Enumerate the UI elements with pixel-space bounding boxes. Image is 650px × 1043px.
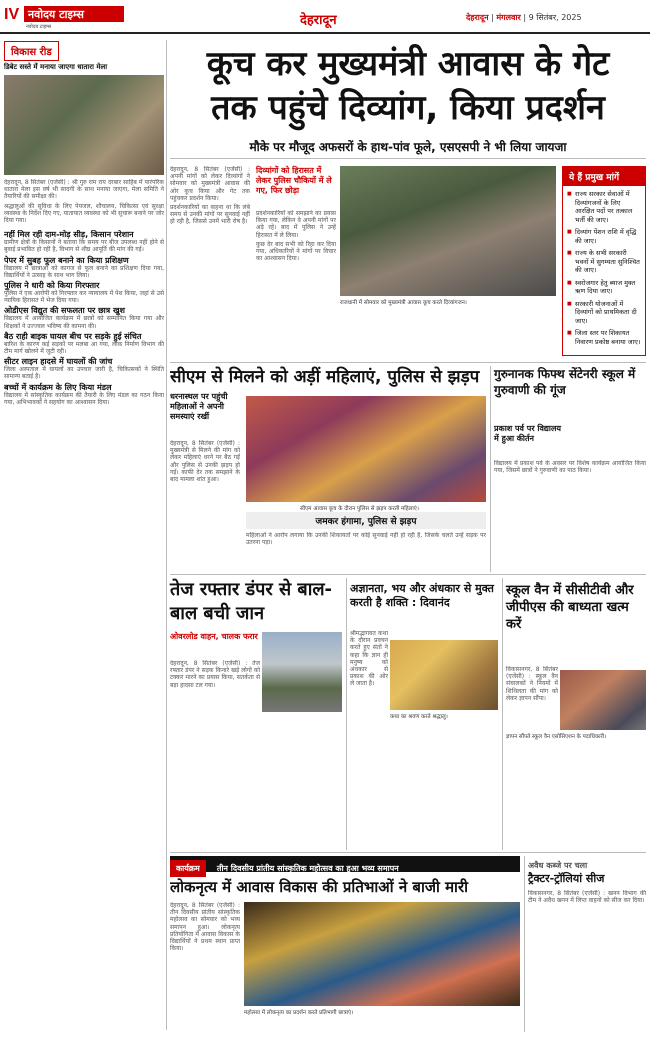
demands-list <box>563 186 645 354</box>
cm-women-headline: सीएम से मिलने को अड़ीं महिलाएं, पुलिस से झड़प <box>170 367 480 387</box>
left-story-headline-3: पुलिस ने धारी को किया गिरफ्तार <box>4 281 100 291</box>
demand-item-4: ■ स्वरोजगार हेतु ब्याज मुक्त ऋण दिया जाए। <box>567 279 641 296</box>
left-column-tag: विकास रीड <box>4 41 59 61</box>
dateline-city: देहरादून <box>466 13 489 22</box>
lead-body-col1 <box>170 166 250 356</box>
logo-tagline: नवोदय टाइम्स <box>26 24 52 30</box>
cm-women-body <box>170 440 240 560</box>
event-band-text: तीन दिवसीय प्रांतीय सांस्कृतिक महोत्सव का हुआ भव्य समापन <box>216 864 399 873</box>
demand-item-2: ■ दिव्यांग पेंशन राशि में वृद्धि की जाए। <box>567 228 641 245</box>
lead-body-col3 <box>256 210 336 360</box>
lead-headline-line2: तक पहुंचे दिव्यांग, किया प्रदर्शन <box>211 88 605 128</box>
dance-body-text: देहरादून, 8 सितंबर (एजेंसी) : तीन दिवसीय प्रांतीय सांस्कृतिक महोत्सव का सोमवार को भव्य समापन हुआ। लोकनृत्य प्रतियोगिता में आवास विकास के विद्यार्थियों ने प्रथम स्थान प्राप्त किया। <box>170 902 240 953</box>
left-story-body-1: ग्रामीण क्षेत्रों के किसानों ने बताया कि समय पर बीज उपलब्ध नहीं होने से बुवाई प्रभावित हो रही है, विभाग से शीघ्र आपूर्ति की मांग की गई। <box>4 239 164 254</box>
page-number: IV <box>4 6 20 23</box>
dateline: देहरादून | मंगलवार | 9 सितंबर, 2025 <box>466 13 582 22</box>
right-bottom-body-text: विकासनगर, 8 सितंबर (एजेंसी) : खनन विभाग की टीम ने अवैध खनन में लिप्त वाहनों को सीज कर दिया। <box>528 890 646 905</box>
lead-inset <box>256 166 336 196</box>
left-story-body-5: बारिश के कारण कई सड़कों पर मलबा आ गया, लोक निर्माण विभाग की टीम मार्ग खोलने में जुटी रही। <box>4 340 164 356</box>
lead-inset-headline: दिव्यांगों को हिरासत में लेकर पुलिस चौकियों में ले गए, फिर छोड़ा <box>256 166 332 195</box>
shakti-body <box>350 630 388 850</box>
dumper-body <box>170 660 260 850</box>
right-bottom-body <box>528 890 646 1030</box>
gurunanak-divider <box>490 366 491 572</box>
dance-headline: लोकनृत्य में आवास विकास की प्रतिभाओं ने बाजी मारी <box>170 878 468 896</box>
lead-photo-caption: राजधानी में सोमवार को मुख्यमंत्री आवास कूच करते दिव्यांगजन। <box>340 300 467 306</box>
dumper-headline: तेज रफ्तार डंपर से बाल-बाल बची जान <box>170 579 333 624</box>
dance-photo-caption: महोत्सव में लोकनृत्य का प्रदर्शन करते प्रतिभागी छात्राएं। <box>244 1010 354 1016</box>
cm-women-inset <box>246 512 486 548</box>
shakti-divider <box>502 578 503 850</box>
dateline-weekday: मंगलवार <box>496 13 521 22</box>
left-story-headline-2: पेपर में सुबह फूल बनाने का किया प्रशिक्षण <box>4 255 129 265</box>
masthead <box>0 0 650 34</box>
shakti-body-text: श्रीमद्भागवत कथा के दौरान प्रवचन करते हुए संतों ने कहा कि ज्ञान ही मनुष्य को अंधकार से प्रकाश की ओर ले जाता है। <box>350 630 388 688</box>
right-bottom-divider <box>524 856 525 1032</box>
demand-item-5: ■ सरकारी योजनाओं में दिव्यांगों को प्राथमिकता दी जाए। <box>567 300 641 326</box>
school-van-headline: स्कूल वैन में सीसीटीवी और जीपीएस की बाध्यता खत्म करें <box>506 583 634 632</box>
dateline-date: 9 सितंबर, 2025 <box>528 13 582 22</box>
left-photo-headline: डिबेट सस्ते में मनाया जाएगा धातारा मेला <box>4 63 108 71</box>
event-band <box>170 856 520 872</box>
mid-rule <box>170 574 646 575</box>
dance-photo <box>244 902 520 1006</box>
cm-women-body-text: देहरादून, 8 सितंबर (एजेंसी) : मुख्यमंत्री से मिलने की मांग को लेकर महिलाएं धरने पर बैठ गईं और पुलिस से उनकी झड़प हो गई। काफी देर तक समझाने के बाद मामला शांत हुआ। <box>170 440 240 484</box>
left-story-headline-6: सीटर लाइन हादसे में घायलों की जांच <box>4 357 113 367</box>
left-story-headline-5: बैठ राही बाइक घायल बीच पर सड़के हुई संचित <box>4 331 142 341</box>
school-van-body <box>506 666 558 850</box>
left-story-list <box>4 230 164 408</box>
left-column-body <box>4 179 164 226</box>
cm-women-photo-caption: सीएम आवास कूच के दौरान पुलिस से झड़प करती महिलाएं। <box>300 506 419 512</box>
left-story-body-6: जिला अस्पताल में घायलों का उपचार जारी है, चिकित्सकों ने स्थिति सामान्य बताई है। <box>4 366 164 381</box>
band-rule <box>170 852 646 853</box>
left-story-headline-7: बच्चों में कार्यक्रम के लिए किया मंडल <box>4 382 112 392</box>
dumper-kicker: ओवरलोड वाहन, चालक फरार <box>170 632 258 641</box>
cm-women-inset-body: महिलाओं ने आरोप लगाया कि उनकी शिकायतों पर कोई सुनवाई नहीं हो रही है, जिसके चलते उन्हें सड़क पर उतरना पड़ा। <box>246 532 486 547</box>
dumper-body-text: देहरादून, 8 सितंबर (एजेंसी) : तेज रफ्तार डंपर ने सड़क किनारे खड़े लोगों को टक्कर मारने का प्रयास किया, सतर्कता से बड़ा हादसा टल गया। <box>170 660 260 689</box>
right-bottom-headline: ट्रैक्टर-ट्रॉलियां सीज <box>528 872 605 885</box>
left-body-p2: श्रद्धालुओं की सुविधा के लिए पेयजल, शौचालय, चिकित्सा एवं सुरक्षा व्यवस्था के निर्देश दिए गए, यातायात व्यवस्था को भी सुचारू बनाने पर जोर दिया गया। <box>4 202 164 225</box>
lead-bottom-rule <box>170 362 646 363</box>
newspaper-logo: नवोदय टाइम्स <box>24 6 124 22</box>
left-column-photo <box>4 75 164 175</box>
cm-women-inset-headline: जमकर हंगामा, पुलिस से झड़प <box>246 512 486 529</box>
lead-headline-line1: कूच कर मुख्यमंत्री आवास के गेट <box>206 44 610 84</box>
lead-body-p4: कुछ देर बाद सभी को रिहा कर दिया गया, अधिकारियों ने मांगों पर विचार का आश्वासन दिया। <box>256 240 336 263</box>
gurunanak-kicker: प्रकाश पर्व पर विद्यालय में हुआ कीर्तन <box>494 424 562 443</box>
lead-subheadline-rule <box>170 158 646 159</box>
left-story-body-4: विद्यालय में आयोजित कार्यक्रम में छात्रों को सम्मानित किया गया और शिक्षकों ने उज्ज्वल भविष्य की कामना की। <box>4 315 164 330</box>
left-story-body-3: पुलिस ने एक आरोपी को गिरफ्तार कर न्यायालय में पेश किया, जहां से उसे न्यायिक हिरासत में भेज दिया गया। <box>4 290 164 305</box>
demand-item-1: ■ राज्य सरकार सेवाओं में दिव्यांगजनों के लिए आरक्षित पदों पर तत्काल भर्ती की जाए। <box>567 190 641 224</box>
right-bottom-kicker: अवैध कब्जे पर चला <box>528 861 588 870</box>
school-van-body-text: विकासनगर, 8 सितंबर (एजेंसी) : स्कूल वैन संचालकों ने नियमों में शिथिलता की मांग को लेकर ज्ञापन सौंपा। <box>506 666 558 702</box>
dance-body <box>170 902 240 1032</box>
left-story-headline-1: नहीं मिल रही दाम-मोड़ सीड़, किसान परेशान <box>4 230 134 240</box>
shakti-headline: अज्ञानता, भय और अंधकार से मुक्त करती है शक्ति : दिवानंद <box>350 582 494 609</box>
left-story-body-2: विद्यालय में छात्राओं को कागज से फूल बनाने का प्रशिक्षण दिया गया, विद्यार्थियों ने उत्साह के साथ भाग लिया। <box>4 264 164 279</box>
cm-women-inset-body-wrap <box>246 532 486 548</box>
left-story-headline-4: ओडीएस विद्युत की सफलता पर छात्र खुश <box>4 306 125 316</box>
shakti-photo-caption: कथा का श्रवण करते श्रद्धालु। <box>390 714 448 720</box>
gurunanak-body-text: विद्यालय में प्रकाश पर्व के अवसर पर विशेष कार्यक्रम आयोजित किया गया, जिसमें छात्रों ने गुरुवाणी का पाठ किया। <box>494 460 646 475</box>
gurunanak-body <box>494 460 646 570</box>
shakti-photo <box>390 640 498 710</box>
demand-item-3: ■ राज्य के सभी सरकारी भवनों में सुगम्यता सुनिश्चित की जाए। <box>567 249 641 275</box>
demands-box <box>562 166 646 356</box>
demand-item-6: ■ जिला स्तर पर शिकायत निवारण प्रकोष्ठ बनाया जाए। <box>567 329 641 346</box>
dumper-photo <box>262 632 342 712</box>
school-van-photo <box>560 670 646 730</box>
school-van-photo-caption: ज्ञापन सौंपते स्कूल वैन एसोसिएशन के पदाधिकारी। <box>506 734 607 740</box>
dumper-divider <box>346 578 347 850</box>
lead-body-p2: प्रदर्शनकारियों का कहना था कि लंबे समय से उनकी मांगों पर सुनवाई नहीं हो रही है, जिससे उनमें भारी रोष है। <box>170 204 250 226</box>
event-band-tag: कार्यक्रम <box>170 860 206 877</box>
lead-body-p3: प्रदर्शनकारियों को समझाने का प्रयास किया गया, लेकिन वे अपनी मांगों पर अड़े रहे। बाद में पुलिस ने उन्हें हिरासत में ले लिया। <box>256 210 336 239</box>
left-column-divider <box>166 40 167 1030</box>
lead-photo <box>340 166 556 296</box>
lead-subheadline: मौके पर मौजूद अफसरों के हाथ-पांव फूले, एसएसपी ने भी लिया जायजा <box>249 140 567 154</box>
gurunanak-headline: गुरुनानक फिफ्थ सेंटेनरी स्कूल में गुरुवाणी की गूंज <box>494 367 636 397</box>
demands-box-title: ये हैं प्रमुख मांगें <box>563 167 645 186</box>
cm-women-photo <box>246 396 486 502</box>
cm-women-kicker: धरनास्थल पर पहुंची महिलाओं ने अपनी समस्याएं रखीं <box>170 392 228 421</box>
left-column <box>4 40 164 1030</box>
left-body-p1: देहरादून, 8 सितंबर (एजेंसी) : श्री गुरु राम राय दरबार साहिब में पारंपरिक धातारा मेला इस वर्ष भी सादगी के साथ मनाया जाएगा, मेला समिति ने तैयारियों की समीक्षा की। <box>4 179 164 201</box>
lead-body-p1: देहरादून, 8 सितंबर (एजेंसी) : अपनी मांगों को लेकर दिव्यांगों ने सोमवार को मुख्यमंत्री आवास की ओर कूच किया और गेट तक पहुंचकर प्रदर्शन किया। <box>170 166 250 202</box>
section-title: देहरादून <box>300 13 337 28</box>
left-story-body-7: विद्यालय में सांस्कृतिक कार्यक्रम की तैयारी के लिए मंडल का गठन किया गया, अभिभावकों ने सहयोग का आश्वासन दिया। <box>4 391 164 406</box>
